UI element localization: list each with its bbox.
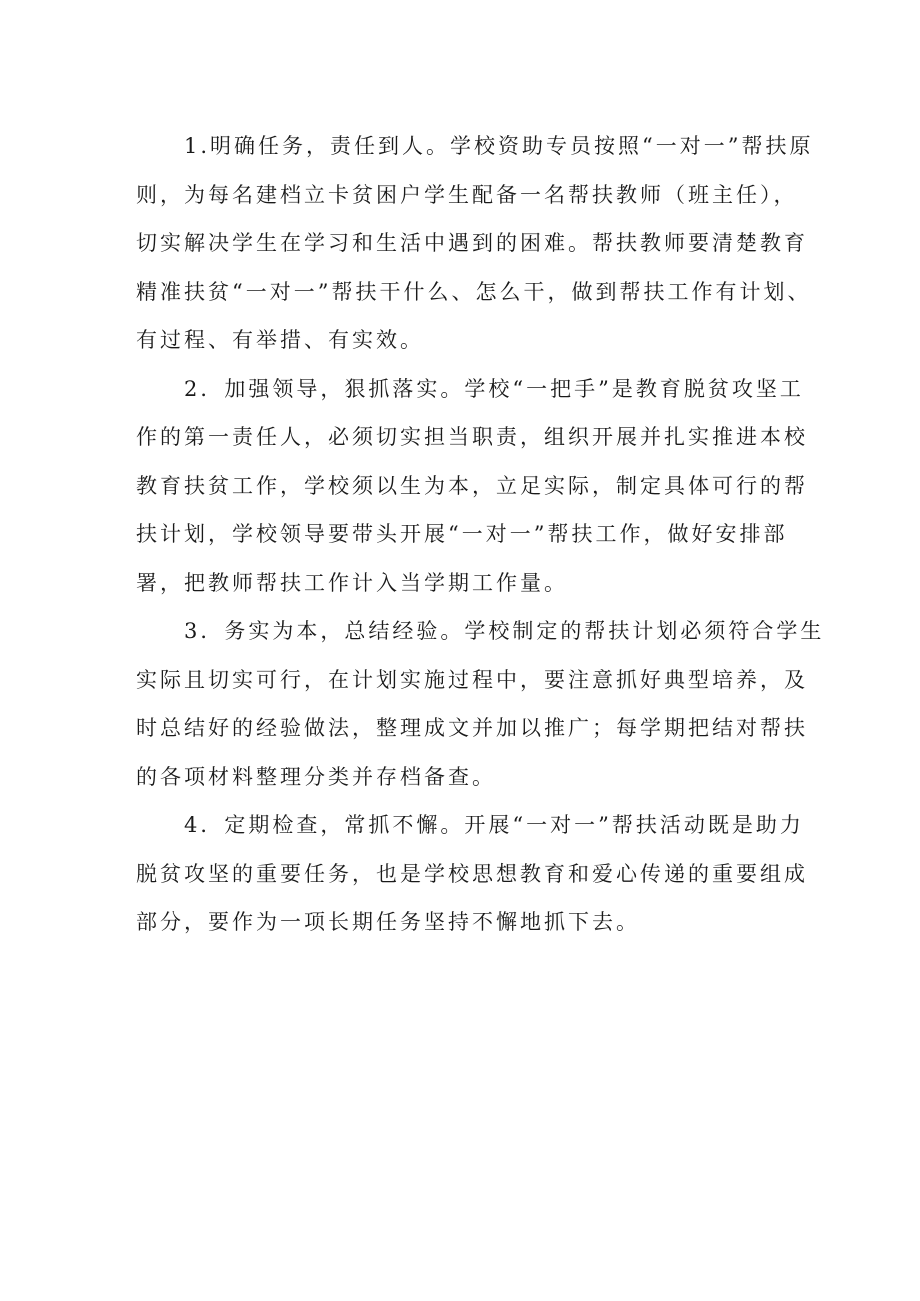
paragraph-line: 时总结好的经验做法，整理成文并加以推广；每学期把结对帮扶 [136, 716, 808, 740]
paragraph-1 [136, 122, 814, 365]
paragraph-line: 的各项材料整理分类并存档备查。 [136, 764, 496, 789]
paragraph-line: 则，为每名建档立卡贫困户学生配备一名帮扶教师（班主任）， [136, 182, 798, 207]
paragraph-line: 4．定期检查，常抓不懈。开展“一对一”帮扶活动既是助力 [184, 813, 804, 837]
paragraph-line: 署，把教师帮扶工作计入当学期工作量。 [136, 570, 568, 595]
paragraph-line: 实际且切实可行，在计划实施过程中，要注意抓好典型培养，及 [136, 667, 808, 692]
paragraph-4 [136, 801, 808, 947]
paragraph-line: 教育扶贫工作，学校须以生为本，立足实际，制定具体可行的帮 [136, 473, 808, 498]
document-body [136, 122, 825, 947]
paragraph-line: 部分，要作为一项长期任务坚持不懈地抓下去。 [136, 910, 640, 934]
paragraph-line: 切实解决学生在学习和生活中遇到的困难。帮扶教师要清楚教育 [136, 231, 808, 255]
paragraph-line: 精准扶贫“一对一”帮扶干什么、怎么干，做到帮扶工作有计划、 [136, 279, 812, 304]
paragraph-line: 扶计划，学校领导要带头开展“一对一”帮扶工作，做好安排部 [136, 522, 788, 546]
paragraph-2 [136, 365, 808, 608]
paragraph-line: 脱贫攻坚的重要任务，也是学校思想教育和爱心传递的重要组成 [136, 861, 808, 886]
paragraph-3 [136, 607, 825, 801]
paragraph-line: 2．加强领导，狠抓落实。学校“一把手”是教育脱贫攻坚工 [184, 376, 804, 401]
paragraph-line: 3．务实为本，总结经验。学校制定的帮扶计划必须符合学生 [184, 619, 825, 643]
paragraph-line: 作的第一责任人，必须切实担当职责，组织开展并扎实推进本校 [136, 425, 808, 449]
paragraph-line: 1.明确任务，责任到人。学校资助专员按照“一对一”帮扶原 [184, 134, 814, 158]
paragraph-line: 有过程、有举措、有实效。 [136, 328, 424, 352]
